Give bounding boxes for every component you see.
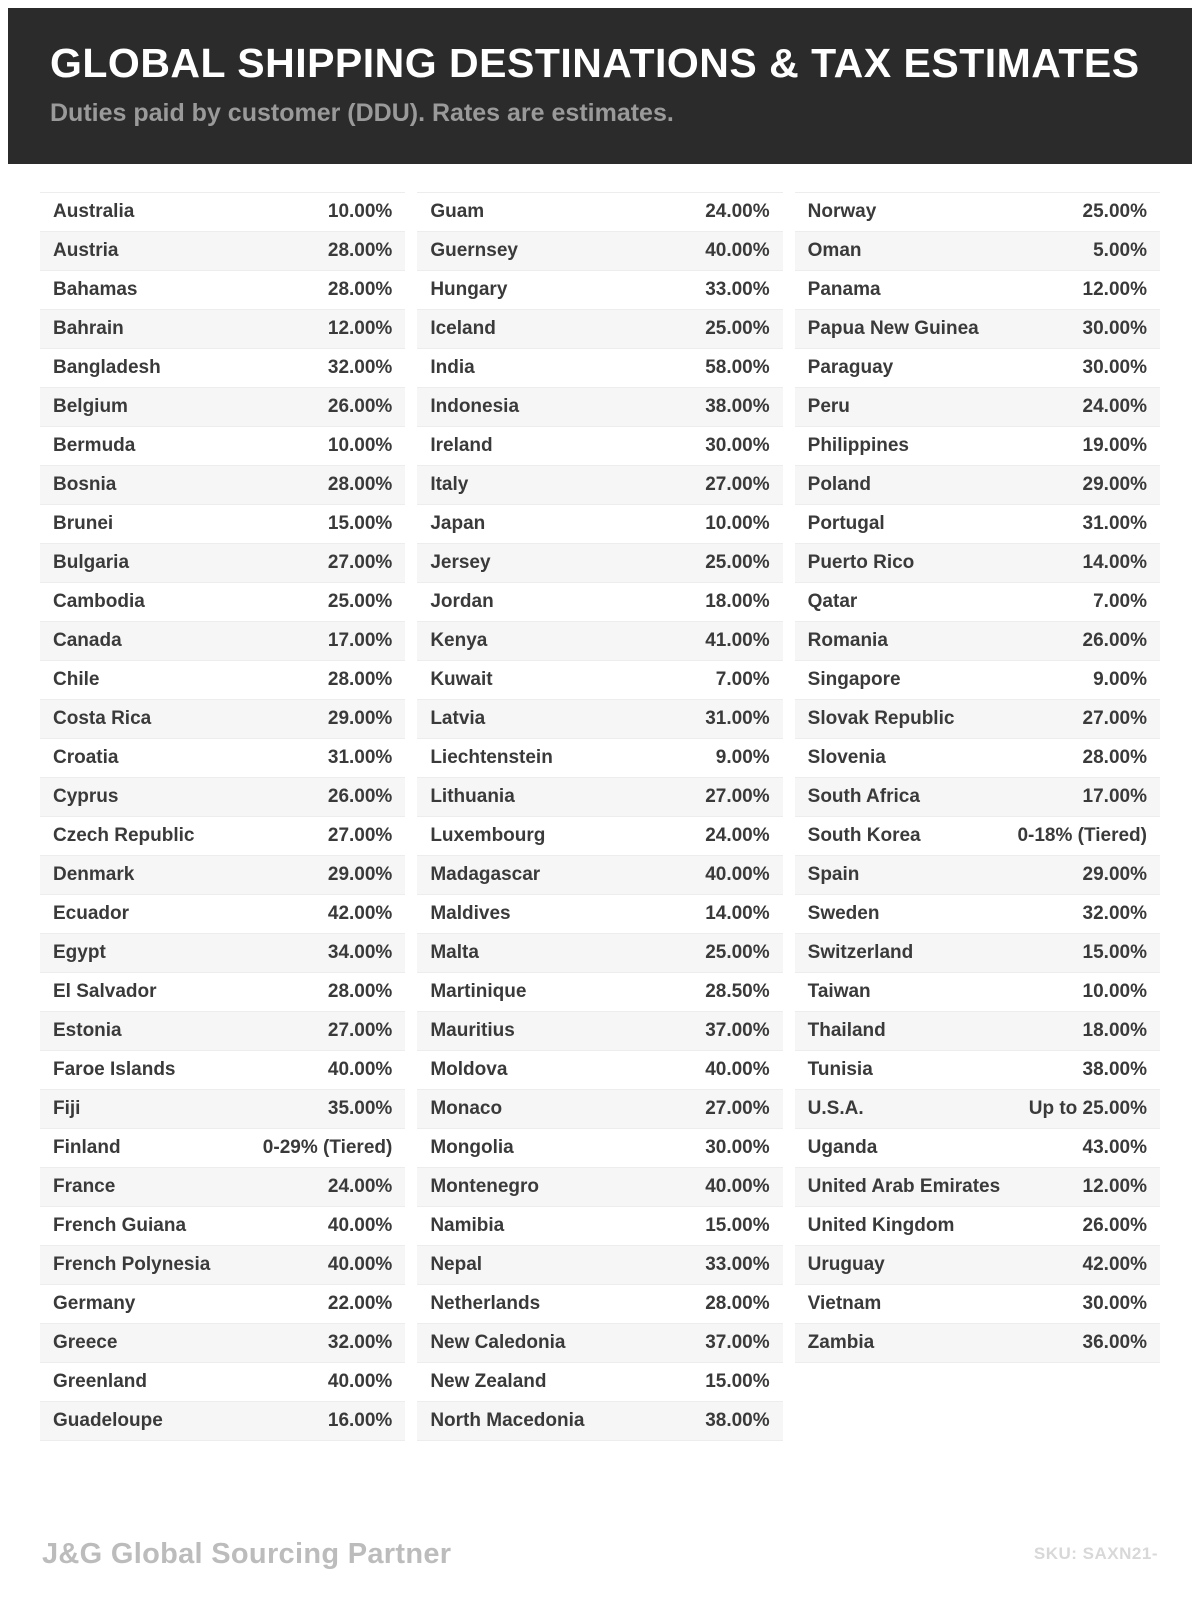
rate-row (417, 1246, 782, 1285)
tax-rate: 27.00% (705, 474, 770, 495)
tax-rate: 28.00% (327, 669, 393, 690)
tax-rate: 32.00% (1082, 903, 1147, 924)
rate-row (417, 1285, 782, 1324)
rate-row (795, 817, 1160, 856)
tax-rate: 30.00% (1082, 1293, 1147, 1314)
tax-rate: 18.00% (1082, 1020, 1147, 1041)
country-name: Guadeloupe (53, 1410, 163, 1431)
country-name: Ecuador (53, 903, 130, 924)
rate-row (417, 388, 782, 427)
country-name: Spain (807, 864, 860, 885)
country-name: Jordan (430, 591, 494, 612)
rate-row (40, 271, 405, 310)
rate-row (795, 1051, 1160, 1090)
rate-row (795, 973, 1160, 1012)
rate-row (40, 427, 405, 466)
tax-rate: 31.00% (705, 708, 770, 729)
rate-row (795, 1090, 1160, 1129)
tax-rate: 10.00% (327, 201, 393, 222)
page-title: GLOBAL SHIPPING DESTINATIONS & TAX ESTIMATES (50, 40, 1140, 86)
rate-row (417, 544, 782, 583)
rate-row (795, 544, 1160, 583)
rate-row (417, 427, 782, 466)
rate-row (417, 193, 782, 232)
tax-rate: 30.00% (1082, 318, 1147, 339)
tax-rate: 27.00% (327, 825, 393, 846)
tax-rate: 33.00% (705, 279, 770, 300)
tax-rate: 42.00% (327, 903, 393, 924)
rate-row (40, 1324, 405, 1363)
country-name: Indonesia (430, 396, 520, 417)
country-name: Italy (430, 474, 469, 495)
tax-rate: 14.00% (1082, 552, 1147, 573)
country-name: Thailand (807, 1020, 886, 1041)
country-name: U.S.A. (807, 1098, 864, 1119)
rate-row (40, 1051, 405, 1090)
tax-rate: 25.00% (705, 318, 770, 339)
country-name: Chile (53, 669, 100, 690)
country-name: Brunei (53, 513, 114, 534)
country-name: Kuwait (430, 669, 493, 690)
rate-row (40, 193, 405, 232)
tax-rate: 27.00% (327, 1020, 393, 1041)
rate-row (40, 1285, 405, 1324)
tax-rate: 58.00% (705, 357, 770, 378)
country-name: Slovenia (807, 747, 886, 768)
rate-row (40, 661, 405, 700)
rate-row (40, 895, 405, 934)
country-name: South Africa (807, 786, 920, 807)
country-name: Maldives (430, 903, 511, 924)
rate-row (40, 778, 405, 817)
country-name: Fiji (53, 1098, 81, 1119)
country-name: Germany (53, 1293, 136, 1314)
rate-row (40, 1168, 405, 1207)
country-name: Lithuania (430, 786, 515, 807)
tax-rate: 27.00% (327, 552, 393, 573)
tax-rate: 26.00% (327, 786, 393, 807)
rate-row (417, 1402, 782, 1441)
rate-row (40, 310, 405, 349)
country-name: Montenegro (430, 1176, 540, 1197)
rate-row (417, 622, 782, 661)
rate-row (795, 739, 1160, 778)
tax-rate: 42.00% (1082, 1254, 1147, 1275)
tax-rate: 27.00% (1082, 708, 1147, 729)
country-name: Czech Republic (53, 825, 195, 846)
rate-row (417, 739, 782, 778)
tax-rate: 35.00% (327, 1098, 393, 1119)
rate-row (417, 856, 782, 895)
tax-rate: 37.00% (705, 1332, 770, 1353)
rate-row (795, 505, 1160, 544)
rate-row (417, 1090, 782, 1129)
country-name: India (430, 357, 475, 378)
country-name: Mauritius (430, 1020, 515, 1041)
country-name: United Arab Emirates (807, 1176, 1001, 1197)
country-name: Denmark (53, 864, 135, 885)
rate-row (40, 1012, 405, 1051)
tax-rate: 18.00% (705, 591, 770, 612)
rates-column-1 (40, 192, 405, 1441)
country-name: Ireland (430, 435, 493, 456)
country-name: Moldova (430, 1059, 508, 1080)
country-name: Egypt (53, 942, 106, 963)
country-name: Switzerland (807, 942, 914, 963)
rate-row (40, 700, 405, 739)
country-name: Martinique (430, 981, 527, 1002)
rate-row (795, 895, 1160, 934)
page-subtitle: Duties paid by customer (DDU). Rates are estimates. (50, 99, 674, 127)
rate-row (795, 583, 1160, 622)
rate-row (417, 934, 782, 973)
country-name: Bosnia (53, 474, 117, 495)
tax-rate: 40.00% (705, 1059, 770, 1080)
rate-row (795, 1285, 1160, 1324)
country-name: France (53, 1176, 116, 1197)
country-name: Monaco (430, 1098, 503, 1119)
tax-rate: 28.00% (327, 474, 393, 495)
country-name: Estonia (53, 1020, 122, 1041)
rate-row (795, 856, 1160, 895)
country-name: Vietnam (807, 1293, 882, 1314)
rate-row (417, 895, 782, 934)
country-name: Faroe Islands (53, 1059, 176, 1080)
country-name: United Kingdom (807, 1215, 955, 1236)
country-name: Norway (807, 201, 877, 222)
rate-row (40, 349, 405, 388)
tax-rate: 26.00% (327, 396, 393, 417)
tax-rate: 40.00% (705, 240, 770, 261)
country-name: Cambodia (53, 591, 145, 612)
rate-row (795, 271, 1160, 310)
country-name: North Macedonia (430, 1410, 585, 1431)
country-name: Cyprus (53, 786, 119, 807)
tax-rate: 40.00% (705, 1176, 770, 1197)
rate-row (417, 661, 782, 700)
country-name: Netherlands (430, 1293, 541, 1314)
tax-rate: 24.00% (1082, 396, 1147, 417)
footer (0, 1508, 1200, 1600)
rate-row (417, 1012, 782, 1051)
rate-row (417, 505, 782, 544)
tax-rate: 12.00% (327, 318, 393, 339)
rate-row (40, 232, 405, 271)
tax-rate: 31.00% (1082, 513, 1147, 534)
country-name: Costa Rica (53, 708, 152, 729)
rate-row (417, 778, 782, 817)
country-name: Slovak Republic (807, 708, 955, 729)
country-name: Greece (53, 1332, 118, 1353)
rates-column-3 (795, 192, 1160, 1363)
rate-row (40, 622, 405, 661)
tax-rate: 25.00% (705, 552, 770, 573)
rate-row (40, 1207, 405, 1246)
rate-row (795, 310, 1160, 349)
tax-rate: 29.00% (327, 864, 393, 885)
tax-rate: 24.00% (705, 201, 770, 222)
rate-row (795, 1012, 1160, 1051)
tax-rate: 40.00% (327, 1059, 393, 1080)
rate-row (40, 934, 405, 973)
country-name: Malta (430, 942, 479, 963)
tax-rate: 26.00% (1082, 630, 1147, 651)
country-name: Hungary (430, 279, 508, 300)
tax-rate: 28.00% (1082, 747, 1147, 768)
country-name: Portugal (807, 513, 885, 534)
country-name: Nepal (430, 1254, 483, 1275)
country-name: Qatar (807, 591, 858, 612)
rate-row (40, 388, 405, 427)
rate-row (795, 193, 1160, 232)
rate-row (795, 1129, 1160, 1168)
tax-rate: 15.00% (705, 1371, 770, 1392)
tax-rate: 28.00% (327, 981, 393, 1002)
tax-rate: 25.00% (705, 942, 770, 963)
tax-rate: 28.00% (327, 279, 393, 300)
country-name: Madagascar (430, 864, 541, 885)
tax-rate: 30.00% (705, 435, 770, 456)
tax-rate: 30.00% (1082, 357, 1147, 378)
rate-row (795, 388, 1160, 427)
tax-rate: 9.00% (1093, 669, 1147, 690)
tax-rate: 24.00% (327, 1176, 393, 1197)
rate-row (40, 544, 405, 583)
tax-rate: 7.00% (1093, 591, 1147, 612)
country-name: Oman (807, 240, 862, 261)
country-name: Taiwan (807, 981, 871, 1002)
rate-row (417, 271, 782, 310)
tax-rate: 24.00% (705, 825, 770, 846)
rate-row (417, 1051, 782, 1090)
tax-rate: 14.00% (705, 903, 770, 924)
country-name: Bahrain (53, 318, 124, 339)
country-name: Uruguay (807, 1254, 885, 1275)
rate-row (795, 700, 1160, 739)
rate-row (417, 1363, 782, 1402)
country-name: Greenland (53, 1371, 147, 1392)
rate-row (40, 505, 405, 544)
country-name: Bangladesh (53, 357, 161, 378)
country-name: French Polynesia (53, 1254, 211, 1275)
country-name: French Guiana (53, 1215, 187, 1236)
country-name: Bahamas (53, 279, 138, 300)
country-name: Romania (807, 630, 888, 651)
tax-rate: 31.00% (327, 747, 393, 768)
country-name: Sweden (807, 903, 880, 924)
tax-rate: 40.00% (705, 864, 770, 885)
tax-rate: 10.00% (327, 435, 393, 456)
sku-text: SKU: SAXN21- (1033, 1544, 1158, 1563)
rate-row (40, 1090, 405, 1129)
rate-row (40, 739, 405, 778)
country-name: Namibia (430, 1215, 505, 1236)
tax-rate: 22.00% (327, 1293, 393, 1314)
tax-rate: 38.00% (705, 1410, 770, 1431)
country-name: Papua New Guinea (807, 318, 979, 339)
tax-rate: 16.00% (327, 1410, 393, 1431)
tax-rate: 41.00% (705, 630, 770, 651)
tax-rate: 38.00% (1082, 1059, 1147, 1080)
rate-row (417, 349, 782, 388)
country-name: New Caledonia (430, 1332, 566, 1353)
tax-rate: 28.00% (327, 240, 393, 261)
rate-row (40, 466, 405, 505)
country-name: Uganda (807, 1137, 878, 1158)
rate-row (417, 1324, 782, 1363)
tax-rate: 0-18% (Tiered) (1017, 825, 1147, 846)
tax-rate: 32.00% (327, 357, 393, 378)
country-name: Austria (53, 240, 119, 261)
country-name: Australia (53, 201, 135, 222)
country-name: Guam (430, 201, 485, 222)
country-name: Philippines (807, 435, 910, 456)
tax-rate: 15.00% (327, 513, 393, 534)
rate-row (40, 856, 405, 895)
country-name: Croatia (53, 747, 119, 768)
country-name: Bulgaria (53, 552, 130, 573)
tax-rate: 25.00% (327, 591, 393, 612)
rates-column-2 (417, 192, 782, 1441)
tax-rate: 26.00% (1082, 1215, 1147, 1236)
rate-row (417, 817, 782, 856)
tax-rate: 29.00% (1082, 864, 1147, 885)
country-name: Canada (53, 630, 122, 651)
tax-rate: 30.00% (705, 1137, 770, 1158)
tax-rate: Up to 25.00% (1028, 1098, 1147, 1119)
country-name: Zambia (807, 1332, 875, 1353)
rate-row (417, 973, 782, 1012)
tax-rate: 29.00% (1082, 474, 1147, 495)
rate-row (795, 1207, 1160, 1246)
country-name: Finland (53, 1137, 121, 1158)
rate-row (40, 973, 405, 1012)
rate-row (417, 1129, 782, 1168)
tax-rate: 28.50% (705, 981, 770, 1002)
tax-rate: 33.00% (705, 1254, 770, 1275)
tax-rate: 0-29% (Tiered) (262, 1137, 393, 1158)
header-banner (8, 8, 1192, 164)
country-name: Luxembourg (430, 825, 546, 846)
rate-row (417, 700, 782, 739)
tax-rate: 17.00% (1082, 786, 1147, 807)
tax-rate: 40.00% (327, 1371, 393, 1392)
tax-rate: 12.00% (1082, 279, 1147, 300)
rate-row (795, 427, 1160, 466)
tax-rate: 34.00% (327, 942, 393, 963)
tax-rate: 40.00% (327, 1215, 393, 1236)
rate-row (795, 1246, 1160, 1285)
tax-rate: 10.00% (705, 513, 770, 534)
country-name: South Korea (807, 825, 921, 846)
rate-row (795, 934, 1160, 973)
tax-rate: 10.00% (1082, 981, 1147, 1002)
rate-row (40, 1402, 405, 1441)
country-name: Bermuda (53, 435, 136, 456)
tax-rate: 27.00% (705, 786, 770, 807)
country-name: Jersey (430, 552, 491, 573)
country-name: New Zealand (430, 1371, 547, 1392)
rate-row (40, 583, 405, 622)
rate-row (795, 1324, 1160, 1363)
country-name: Liechtenstein (430, 747, 553, 768)
country-name: Peru (807, 396, 850, 417)
rate-row (417, 1207, 782, 1246)
rate-row (795, 232, 1160, 271)
country-name: Japan (430, 513, 486, 534)
country-name: Poland (807, 474, 871, 495)
country-name: Panama (807, 279, 881, 300)
tax-rate: 32.00% (327, 1332, 393, 1353)
country-name: Tunisia (807, 1059, 873, 1080)
rate-row (795, 661, 1160, 700)
country-name: Puerto Rico (807, 552, 915, 573)
rate-row (417, 583, 782, 622)
tax-rate: 29.00% (327, 708, 393, 729)
tax-rate: 27.00% (705, 1098, 770, 1119)
tax-rate: 15.00% (705, 1215, 770, 1236)
country-name: Singapore (807, 669, 901, 690)
rate-row (795, 466, 1160, 505)
country-name: Latvia (430, 708, 486, 729)
rate-row (417, 310, 782, 349)
tax-rate: 17.00% (327, 630, 393, 651)
tax-rate: 38.00% (705, 396, 770, 417)
rate-row (795, 1168, 1160, 1207)
tax-rate: 25.00% (1082, 201, 1147, 222)
rate-row (417, 466, 782, 505)
rate-row (417, 1168, 782, 1207)
tax-rate: 12.00% (1082, 1176, 1147, 1197)
country-name: Paraguay (807, 357, 894, 378)
rate-row (795, 349, 1160, 388)
country-name: Iceland (430, 318, 496, 339)
tax-rate: 40.00% (327, 1254, 393, 1275)
brand-text: J&G Global Sourcing Partner (42, 1537, 452, 1570)
tax-rate: 7.00% (715, 669, 770, 690)
tax-rate: 5.00% (1093, 240, 1147, 261)
tax-rate: 9.00% (715, 747, 770, 768)
rate-row (40, 1129, 405, 1168)
rate-row (40, 817, 405, 856)
rate-row (40, 1246, 405, 1285)
country-name: Guernsey (430, 240, 518, 261)
country-name: El Salvador (53, 981, 157, 1002)
rates-table (0, 164, 1200, 1441)
rate-row (417, 232, 782, 271)
country-name: Kenya (430, 630, 488, 651)
country-name: Mongolia (430, 1137, 514, 1158)
tax-rate: 36.00% (1082, 1332, 1147, 1353)
tax-rate: 28.00% (705, 1293, 770, 1314)
rate-row (40, 1363, 405, 1402)
tax-rate: 15.00% (1082, 942, 1147, 963)
country-name: Belgium (53, 396, 128, 417)
tax-rate: 43.00% (1082, 1137, 1147, 1158)
tax-rate: 37.00% (705, 1020, 770, 1041)
rate-row (795, 622, 1160, 661)
rate-row (795, 778, 1160, 817)
tax-rate: 19.00% (1082, 435, 1147, 456)
